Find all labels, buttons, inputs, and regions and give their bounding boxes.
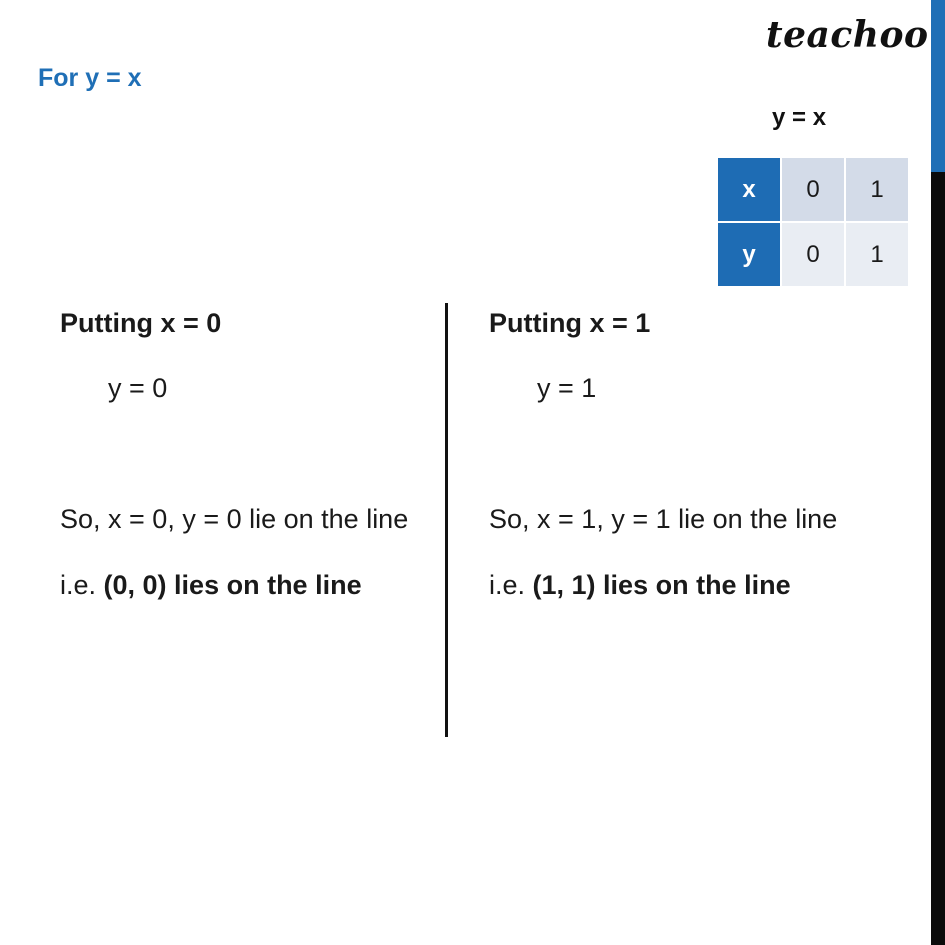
row-label-x: x <box>717 157 781 222</box>
ie-statement-right <box>489 570 791 601</box>
cell-y-2: 1 <box>845 222 909 287</box>
ie-statement-left <box>60 570 362 601</box>
ie-prefix-right: i.e. <box>489 570 533 600</box>
right-column <box>489 308 909 628</box>
so-statement-right: So, x = 1, y = 1 lie on the line <box>489 504 838 534</box>
section-heading: For y = x <box>38 64 142 92</box>
table-row-x <box>717 157 909 222</box>
point-11-text: (1, 1) lies on the line <box>532 570 791 600</box>
table-row-y <box>717 222 909 287</box>
right-edge-accent <box>931 0 945 172</box>
cell-x-2: 1 <box>845 157 909 222</box>
result-y0: y = 0 <box>108 373 168 403</box>
cell-x-1: 0 <box>781 157 845 222</box>
ie-prefix-left: i.e. <box>60 570 104 600</box>
putting-x0: Putting x = 0 <box>60 308 222 338</box>
putting-x1: Putting x = 1 <box>489 308 651 338</box>
so-statement-left: So, x = 0, y = 0 lie on the line <box>60 504 409 534</box>
cell-y-1: 0 <box>781 222 845 287</box>
point-00-text: (0, 0) lies on the line <box>103 570 362 600</box>
row-label-y: y <box>717 222 781 287</box>
result-y1: y = 1 <box>537 373 597 403</box>
value-table <box>716 156 910 288</box>
left-column <box>60 308 440 628</box>
column-divider <box>445 303 448 737</box>
table-title: y = x <box>772 104 827 131</box>
teachoo-logo: teachoo <box>766 14 929 56</box>
